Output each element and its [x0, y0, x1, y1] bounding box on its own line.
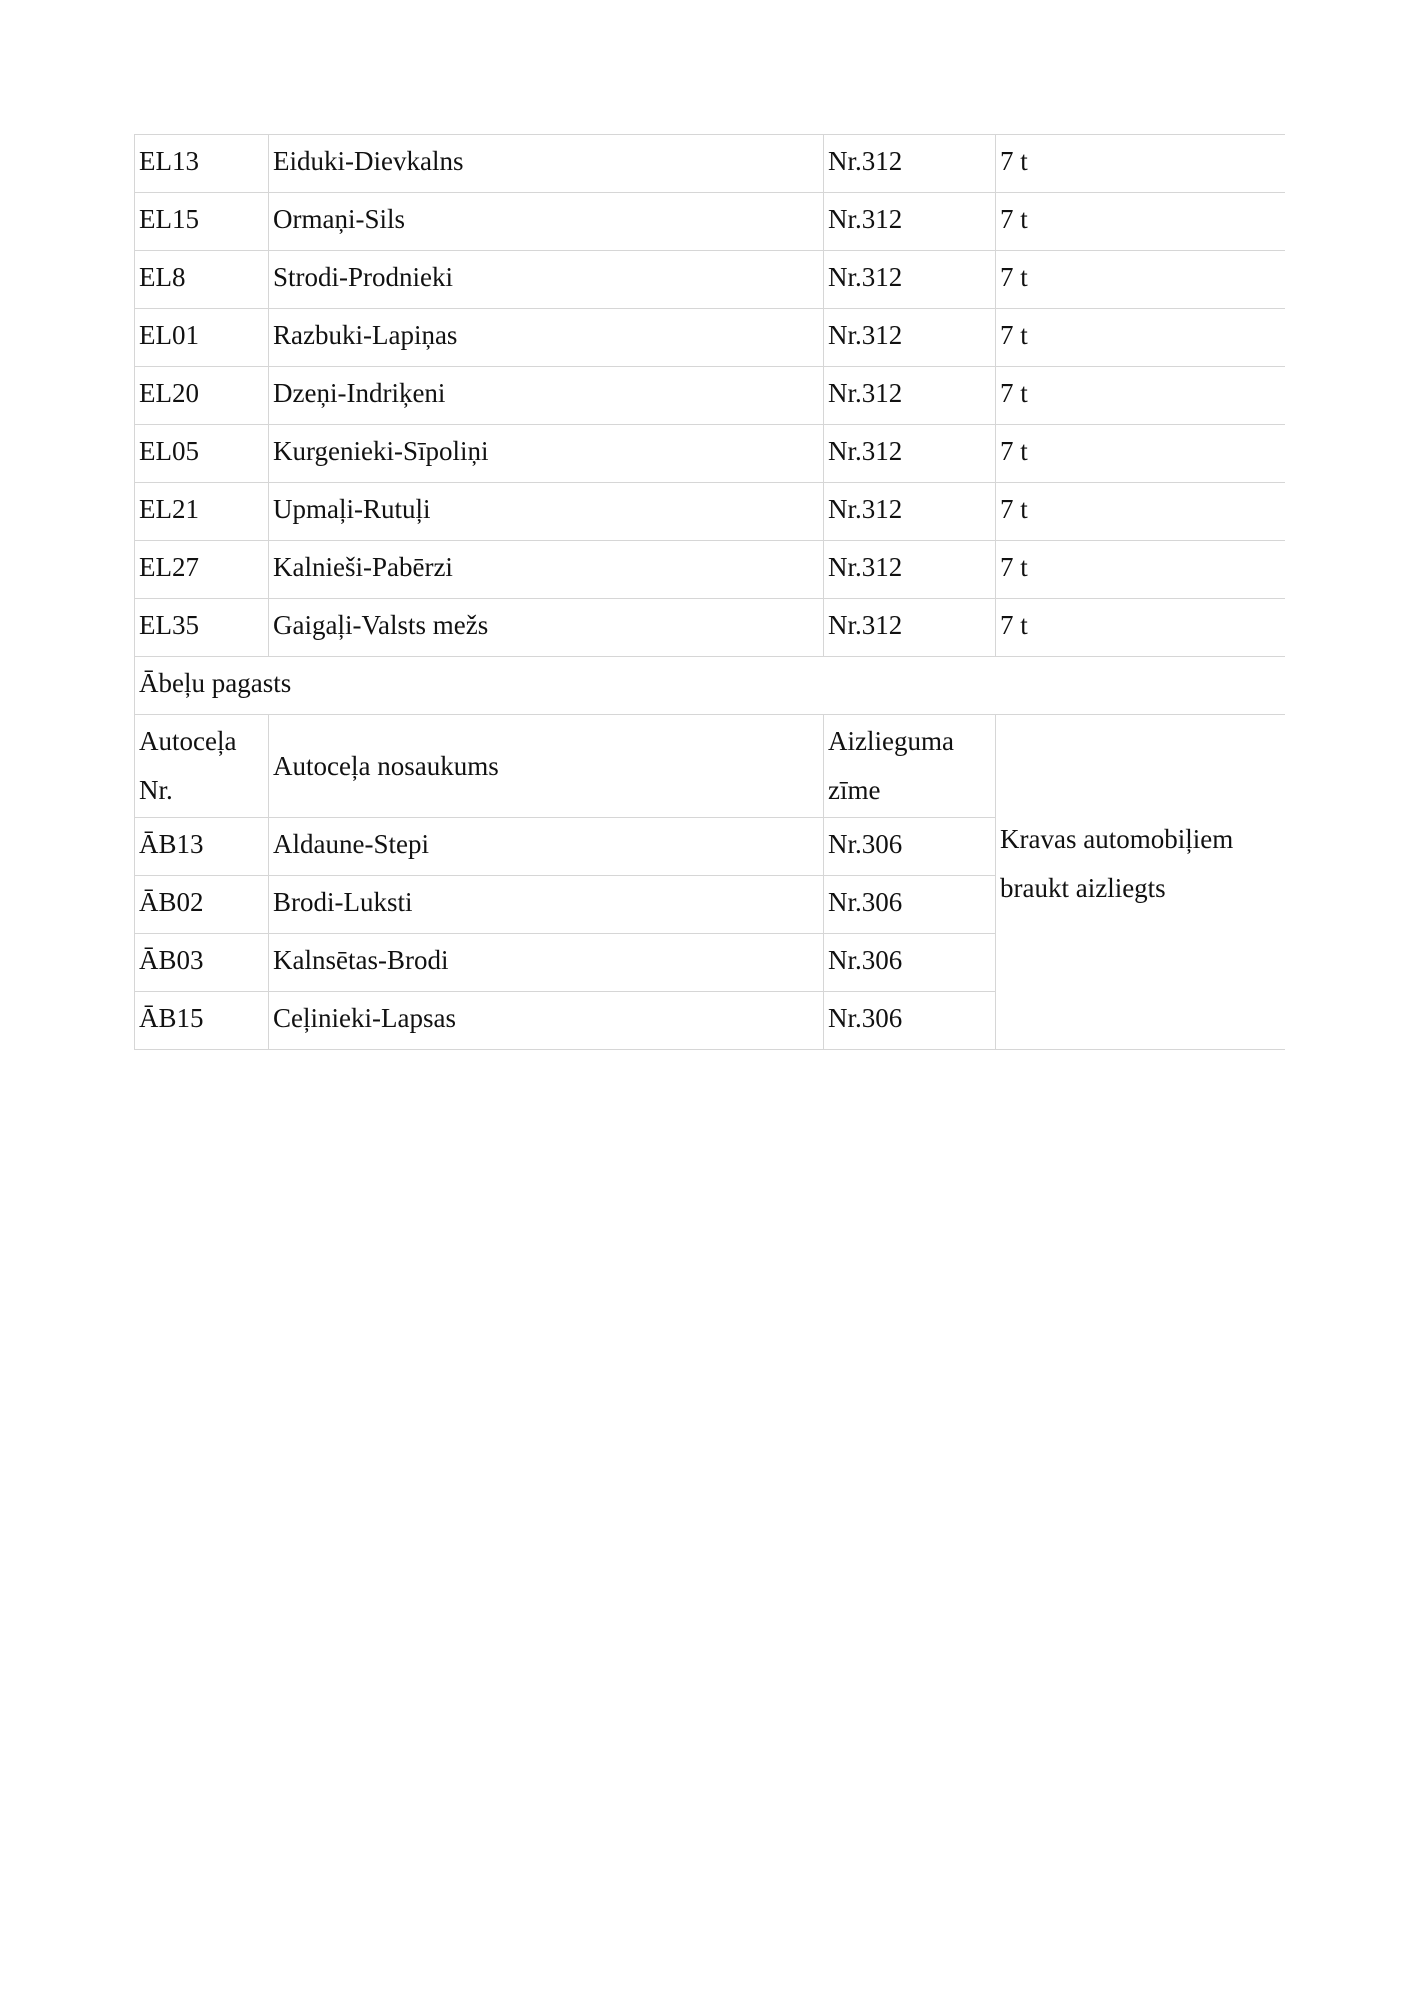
- sign-cell: Nr.312: [824, 135, 996, 193]
- sign-cell: Nr.312: [824, 599, 996, 657]
- table-row: [135, 425, 1285, 483]
- weight-limit-cell: 7 t: [996, 541, 1285, 599]
- sign-cell: Nr.312: [824, 425, 996, 483]
- header-text: Nr.: [139, 775, 173, 805]
- table-row: [135, 309, 1285, 367]
- road-name-cell: Dzeņi-Indriķeni: [269, 367, 824, 425]
- sign-cell: Nr.312: [824, 541, 996, 599]
- road-name-cell: Razbuki-Lapiņas: [269, 309, 824, 367]
- road-name-cell: Kalnieši-Pabērzi: [269, 541, 824, 599]
- road-number-cell: EL27: [135, 541, 269, 599]
- road-name-cell: Aldaune-Stepi: [269, 818, 824, 876]
- column-header-road-number: [135, 715, 269, 818]
- sign-cell: Nr.312: [824, 483, 996, 541]
- weight-limit-cell: 7 t: [996, 599, 1285, 657]
- road-number-cell: ĀB13: [135, 818, 269, 876]
- road-name-cell: Upmaļi-Rutuļi: [269, 483, 824, 541]
- weight-limit-cell: 7 t: [996, 193, 1285, 251]
- header-text: Aizlieguma: [828, 726, 954, 756]
- weight-limit-cell: 7 t: [996, 309, 1285, 367]
- road-name-cell: Kurgenieki-Sīpoliņi: [269, 425, 824, 483]
- restriction-text: braukt aizliegts: [1000, 873, 1166, 903]
- road-name-cell: Strodi-Prodnieki: [269, 251, 824, 309]
- column-header-road-name: Autoceļa nosaukums: [269, 715, 824, 818]
- sign-cell: Nr.312: [824, 367, 996, 425]
- sign-cell: Nr.312: [824, 309, 996, 367]
- table-row: [135, 367, 1285, 425]
- sign-cell: Nr.312: [824, 251, 996, 309]
- road-name-cell: Ormaņi-Sils: [269, 193, 824, 251]
- road-name-cell: Kalnsētas-Brodi: [269, 934, 824, 992]
- road-number-cell: EL21: [135, 483, 269, 541]
- sign-cell: Nr.306: [824, 992, 996, 1050]
- sign-cell: Nr.306: [824, 818, 996, 876]
- restriction-text: Kravas automobiļiem: [1000, 824, 1234, 854]
- weight-limit-cell: 7 t: [996, 251, 1285, 309]
- road-number-cell: EL15: [135, 193, 269, 251]
- road-name-cell: Eiduki-Dievkalns: [269, 135, 824, 193]
- table-row: [135, 251, 1285, 309]
- road-number-cell: ĀB02: [135, 876, 269, 934]
- road-number-cell: EL8: [135, 251, 269, 309]
- header-text: zīme: [828, 775, 881, 805]
- weight-limit-cell: 7 t: [996, 425, 1285, 483]
- sign-cell: Nr.306: [824, 876, 996, 934]
- sign-cell: Nr.306: [824, 934, 996, 992]
- road-name-cell: Brodi-Luksti: [269, 876, 824, 934]
- road-number-cell: EL13: [135, 135, 269, 193]
- road-name-cell: Gaigaļi-Valsts mežs: [269, 599, 824, 657]
- restriction-note-cell: [996, 715, 1285, 1050]
- header-text: Autoceļa: [139, 726, 237, 756]
- road-name-cell: Ceļinieki-Lapsas: [269, 992, 824, 1050]
- road-number-cell: EL35: [135, 599, 269, 657]
- section-heading-row: [135, 657, 1285, 715]
- table-row: [135, 483, 1285, 541]
- weight-limit-cell: 7 t: [996, 367, 1285, 425]
- table-row: [135, 135, 1285, 193]
- table-row: [135, 599, 1285, 657]
- road-number-cell: ĀB15: [135, 992, 269, 1050]
- table-header-row: [135, 715, 1285, 818]
- weight-limit-cell: 7 t: [996, 483, 1285, 541]
- sign-cell: Nr.312: [824, 193, 996, 251]
- road-number-cell: EL20: [135, 367, 269, 425]
- section-title: Ābeļu pagasts: [135, 657, 1285, 715]
- road-restrictions-table: [134, 134, 1285, 1050]
- table-row: [135, 193, 1285, 251]
- road-number-cell: EL05: [135, 425, 269, 483]
- weight-limit-cell: 7 t: [996, 135, 1285, 193]
- table-row: [135, 541, 1285, 599]
- road-number-cell: EL01: [135, 309, 269, 367]
- column-header-sign: [824, 715, 996, 818]
- road-number-cell: ĀB03: [135, 934, 269, 992]
